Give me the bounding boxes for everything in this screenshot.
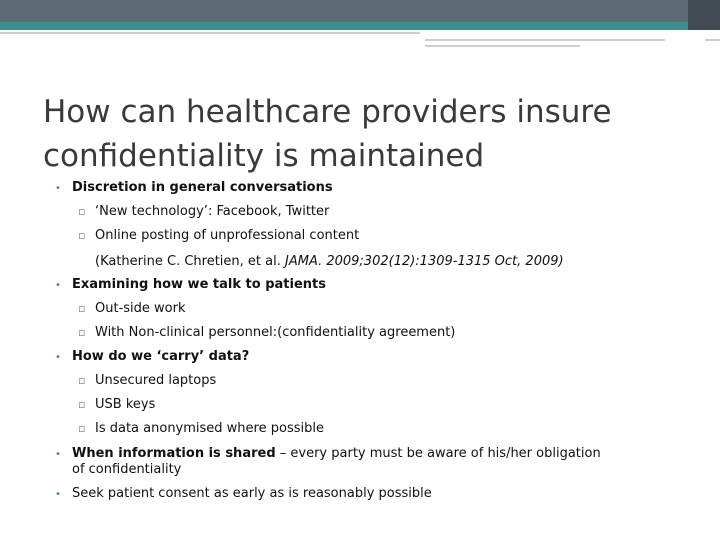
- sub-bullet-item: Out-side work: [95, 301, 186, 316]
- slide-title: How can healthcare providers insure confidentiality is maintained: [43, 94, 612, 174]
- citation-journal: JAMA. 2009;302(12):1309-1315 Oct, 2009): [285, 254, 564, 269]
- sub-bullet-item: ‘New technology’: Facebook, Twitter: [95, 204, 330, 219]
- sub-bullet-marker: ▫: [78, 229, 86, 242]
- bullet-marker: •: [55, 280, 61, 291]
- sub-bullet-marker: ▫: [78, 374, 86, 387]
- header-accent-bar: [0, 22, 720, 30]
- sub-bullet-item: Is data anonymised where possible: [95, 421, 324, 436]
- sub-bullet-marker: ▫: [78, 422, 86, 435]
- header-corner-block: [688, 0, 720, 30]
- bullet-item: Discretion in general conversations: [72, 180, 333, 195]
- header-rule: [425, 45, 580, 47]
- citation-authors: (Katherine C. Chretien, et al.: [95, 254, 285, 269]
- sub-bullet-marker: ▫: [78, 205, 86, 218]
- header-rule: [705, 39, 720, 41]
- bullet-item-emphasis: When information is shared: [72, 446, 276, 461]
- bullet-marker: •: [55, 489, 61, 500]
- sub-bullet-item: Online posting of unprofessional content: [95, 228, 360, 243]
- citation: [95, 254, 564, 270]
- bullet-item: How do we ‘carry’ data?: [72, 349, 250, 364]
- header-rule: [425, 39, 665, 41]
- sub-bullet-marker: ▫: [78, 398, 86, 411]
- sub-bullet-item: Unsecured laptops: [95, 373, 217, 388]
- bullet-marker: •: [55, 449, 61, 460]
- bullet-item: Examining how we talk to patients: [72, 277, 326, 292]
- bullet-marker: •: [55, 352, 61, 363]
- bullet-item: Seek patient consent as early as is reasonably possible: [72, 486, 432, 501]
- header-rule: [0, 32, 420, 34]
- sub-bullet-marker: ▫: [78, 302, 86, 315]
- sub-bullet-item: USB keys: [95, 397, 156, 412]
- bullet-marker: •: [55, 183, 61, 194]
- header-bar: [0, 0, 720, 22]
- bullet-item-rest: – every party must be aware of his/her obligation of confidentiality: [72, 446, 601, 477]
- sub-bullet-marker: ▫: [78, 326, 86, 339]
- sub-bullet-item: With Non-clinical personnel:(confidentiality agreement): [95, 325, 456, 340]
- bullet-item: [72, 446, 612, 478]
